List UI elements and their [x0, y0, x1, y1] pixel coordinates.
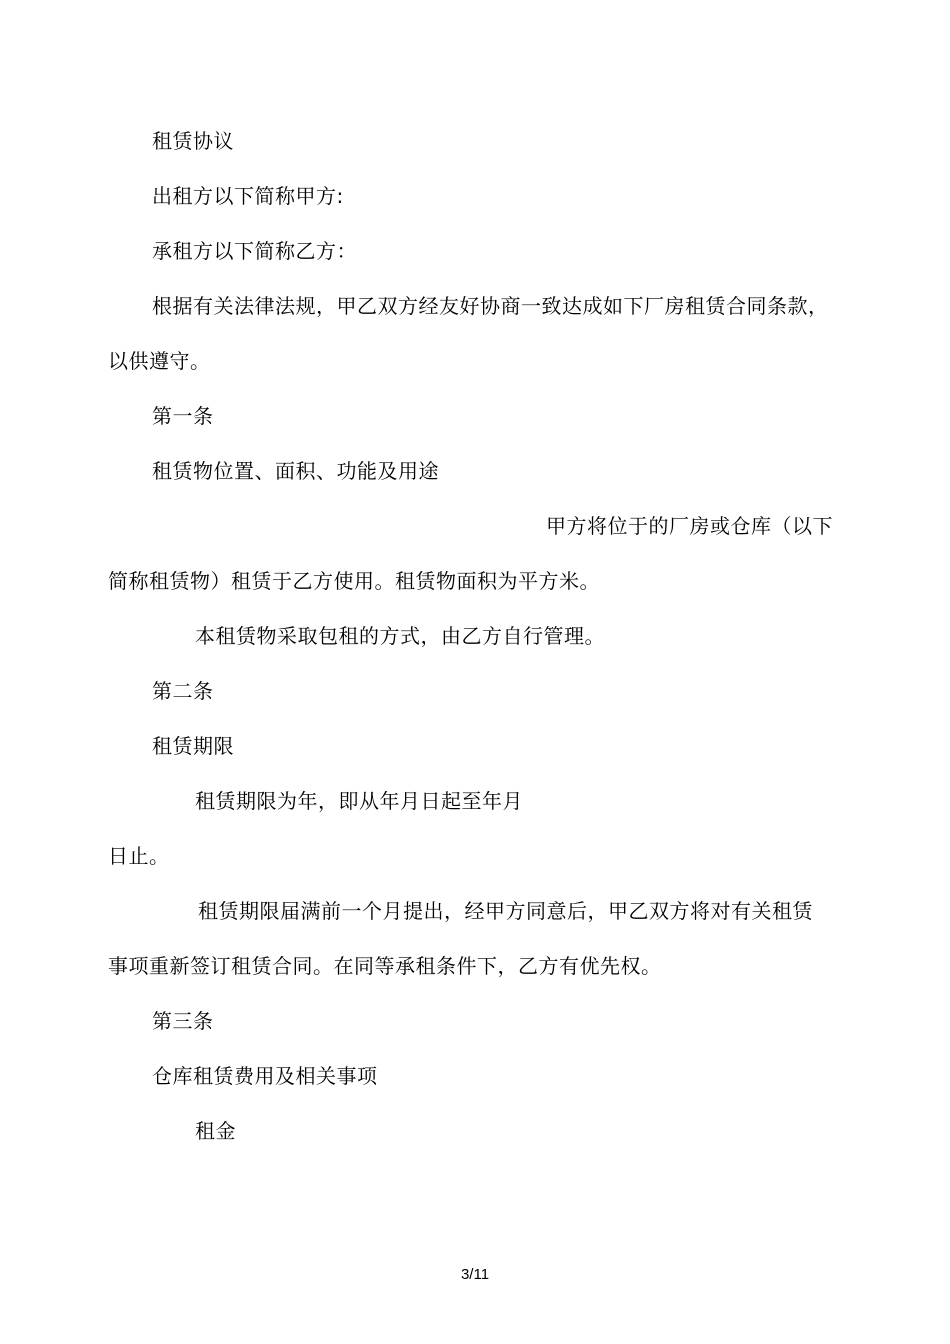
article-3-title: 仓库租赁费用及相关事项: [152, 1064, 378, 1088]
article-3-heading: 第三条: [152, 1009, 214, 1033]
article-2-title: 租赁期限: [152, 734, 234, 758]
preamble-line-2: 以供遵守。: [108, 349, 211, 373]
document-title: 租赁协议: [152, 129, 234, 153]
article-2-text-line-3: 租赁期限届满前一个月提出，经甲方同意后，甲乙双方将对有关租赁: [198, 899, 813, 923]
article-1-title: 租赁物位置、面积、功能及用途: [152, 459, 439, 483]
page-number: 3/11: [460, 1266, 490, 1283]
article-1-heading: 第一条: [152, 404, 214, 428]
article-1-text-line-3: 本租赁物采取包租的方式，由乙方自行管理。: [195, 624, 605, 648]
preamble-line-1: 根据有关法律法规，甲乙双方经友好协商一致达成如下厂房租赁合同条款，: [152, 294, 829, 318]
article-2-text-line-4: 事项重新签订租赁合同。在同等承租条件下，乙方有优先权。: [108, 954, 662, 978]
article-2-heading: 第二条: [152, 679, 214, 703]
article-2-text-line-2: 日止。: [108, 844, 170, 868]
article-3-subheading: 租金: [195, 1119, 236, 1143]
article-1-text-line-2: 简称租赁物）租赁于乙方使用。租赁物面积为平方米。: [108, 569, 600, 593]
article-2-text-line-1: 租赁期限为年，即从年月日起至年月: [195, 789, 523, 813]
lessor-line: 出租方以下简称甲方:: [152, 184, 344, 208]
lessee-line: 承租方以下简称乙方：: [152, 239, 357, 263]
article-1-text-line-1: 甲方将位于的厂房或仓库（以下: [546, 514, 833, 538]
